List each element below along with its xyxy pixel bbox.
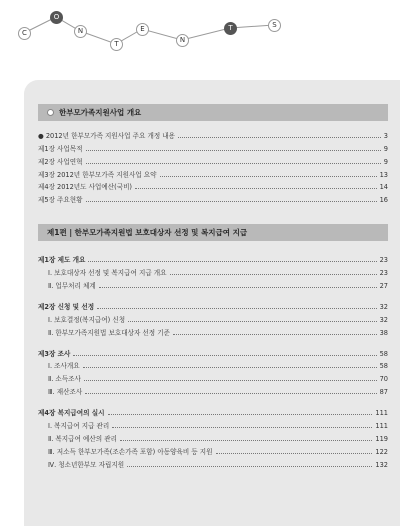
contents-connector-lines xyxy=(18,4,308,54)
toc-page-number: 38 xyxy=(379,328,388,337)
toc-entry-label: 제3장 2012년 한부모가족 지원사업 요약 xyxy=(38,170,157,179)
toc-page-number: 9 xyxy=(383,157,388,166)
bullet-icon xyxy=(47,109,54,116)
toc-row[interactable] xyxy=(38,140,388,153)
overview-title: 한부모가족지원사업 개요 xyxy=(59,108,142,117)
dot-leader xyxy=(88,261,376,262)
part1-section-bar xyxy=(38,224,388,241)
dot-leader xyxy=(86,163,381,164)
toc-row[interactable] xyxy=(38,191,388,204)
contents-header xyxy=(18,4,308,54)
toc-entry-label: 제2장 신청 및 선정 xyxy=(38,302,95,311)
chapter-gap xyxy=(38,396,388,404)
contents-letter: S xyxy=(268,19,281,32)
toc-row[interactable] xyxy=(38,153,388,166)
toc-page-number: 9 xyxy=(383,144,388,153)
toc-subsection-row[interactable] xyxy=(38,324,388,337)
toc-subsection-row[interactable] xyxy=(38,358,388,371)
toc-chapter-row[interactable] xyxy=(38,251,388,264)
toc-entry-label: Ⅰ. 보호결정(복지급여) 신청 xyxy=(48,315,126,324)
dot-leader xyxy=(170,274,377,275)
toc-page-number: 119 xyxy=(375,434,388,443)
toc-page-number: 132 xyxy=(375,460,388,469)
toc-subsection-row[interactable] xyxy=(38,456,388,469)
toc-entry-label: Ⅱ. 소득조사 xyxy=(48,375,81,384)
toc-entry-label: 제1장 제도 개요 xyxy=(38,256,86,265)
toc-entry-label: Ⅲ. 재산조사 xyxy=(48,388,83,397)
toc-subsection-row[interactable] xyxy=(38,277,388,290)
toc-chapter-row[interactable] xyxy=(38,345,388,358)
toc-page-number: 87 xyxy=(379,388,388,397)
contents-letter: N xyxy=(176,34,189,47)
toc-page-number: 58 xyxy=(379,349,388,358)
dot-leader xyxy=(83,367,377,368)
toc-subsection-row[interactable] xyxy=(38,430,388,443)
toc-entry-label: Ⅰ. 조사개요 xyxy=(48,362,80,371)
toc-entry-label: 제5장 주요현황 xyxy=(38,196,83,205)
toc-page-number: 32 xyxy=(379,315,388,324)
overview-section-bar xyxy=(38,104,388,121)
toc-entry-label: Ⅰ. 복지급여 지급 관리 xyxy=(48,422,110,431)
toc-page-number: 16 xyxy=(379,196,388,205)
dot-leader xyxy=(86,150,381,151)
toc-panel xyxy=(24,80,400,526)
contents-letter: O xyxy=(50,11,63,24)
contents-letter: T xyxy=(110,38,123,51)
dot-leader xyxy=(135,188,377,189)
toc-page-number: 111 xyxy=(375,422,388,431)
dot-leader xyxy=(173,334,377,335)
toc-subsection-row[interactable] xyxy=(38,443,388,456)
dot-leader xyxy=(160,176,377,177)
toc-page-number: 23 xyxy=(379,269,388,278)
dot-leader xyxy=(112,427,372,428)
toc-subsection-row[interactable] xyxy=(38,311,388,324)
toc-page-number: 13 xyxy=(379,170,388,179)
dot-leader xyxy=(178,137,381,138)
toc-entry-label: Ⅱ. 업무처리 체계 xyxy=(48,282,96,291)
toc-entry-label: Ⅱ. 복지급여 예산의 관리 xyxy=(48,434,117,443)
dot-leader xyxy=(216,453,373,454)
contents-letter: C xyxy=(18,27,31,40)
dot-leader xyxy=(127,466,372,467)
toc-subsection-row[interactable] xyxy=(38,370,388,383)
dot-leader xyxy=(97,308,377,309)
toc-row[interactable] xyxy=(38,179,388,192)
toc-chapter-row[interactable] xyxy=(38,298,388,311)
toc-chapter-row[interactable] xyxy=(38,404,388,417)
chapter-gap xyxy=(38,337,388,345)
toc-entry-label: 제1장 사업목적 xyxy=(38,144,83,153)
dot-leader xyxy=(85,393,376,394)
contents-letter: T xyxy=(224,22,237,35)
dot-leader xyxy=(99,287,377,288)
toc-entry-label: ● 2012년 한부모가족 지원사업 주요 개정 내용 xyxy=(38,131,176,140)
toc-entry-label: 제4장 복지급여의 실시 xyxy=(38,409,105,418)
toc-entry-label: 제4장 2012년도 사업예산(국비) xyxy=(38,183,133,192)
part1-title: 제1편 | 한부모가족지원법 보호대상자 선정 및 복지급여 지급 xyxy=(47,228,248,238)
dot-leader xyxy=(86,201,377,202)
toc-page-number: 58 xyxy=(379,362,388,371)
toc-row[interactable] xyxy=(38,166,388,179)
part1-list xyxy=(38,251,388,468)
toc-page-number: 3 xyxy=(383,131,388,140)
toc-entry-label: Ⅳ. 청소년한부모 자립지원 xyxy=(48,460,125,469)
toc-page-number: 14 xyxy=(379,183,388,192)
dot-leader xyxy=(120,440,372,441)
toc-page-number: 122 xyxy=(375,447,388,456)
chapter-gap xyxy=(38,290,388,298)
contents-letter: E xyxy=(136,23,149,36)
toc-page-number: 23 xyxy=(379,256,388,265)
overview-list xyxy=(38,127,388,204)
toc-entry-label: Ⅰ. 보호대상자 선정 및 복지급여 지급 개요 xyxy=(48,269,167,278)
dot-leader xyxy=(84,380,377,381)
dot-leader xyxy=(73,355,376,356)
toc-row[interactable] xyxy=(38,127,388,140)
toc-subsection-row[interactable] xyxy=(38,383,388,396)
toc-page-number: 27 xyxy=(379,282,388,291)
toc-page-number: 111 xyxy=(375,409,388,418)
toc-page-number: 70 xyxy=(379,375,388,384)
toc-subsection-row[interactable] xyxy=(38,417,388,430)
dot-leader xyxy=(128,321,377,322)
toc-entry-label: Ⅲ. 저소득 한부모가족(조손가족 포함) 아동양육비 등 지원 xyxy=(48,447,213,456)
toc-entry-label: 제3장 조사 xyxy=(38,349,71,358)
dot-leader xyxy=(108,414,373,415)
toc-page-number: 32 xyxy=(379,302,388,311)
toc-entry-label: Ⅱ. 한부모가족지원법 보호대상자 선정 기준 xyxy=(48,328,171,337)
toc-entry-label: 제2장 사업연혁 xyxy=(38,157,83,166)
toc-subsection-row[interactable] xyxy=(38,264,388,277)
contents-letter: N xyxy=(74,25,87,38)
